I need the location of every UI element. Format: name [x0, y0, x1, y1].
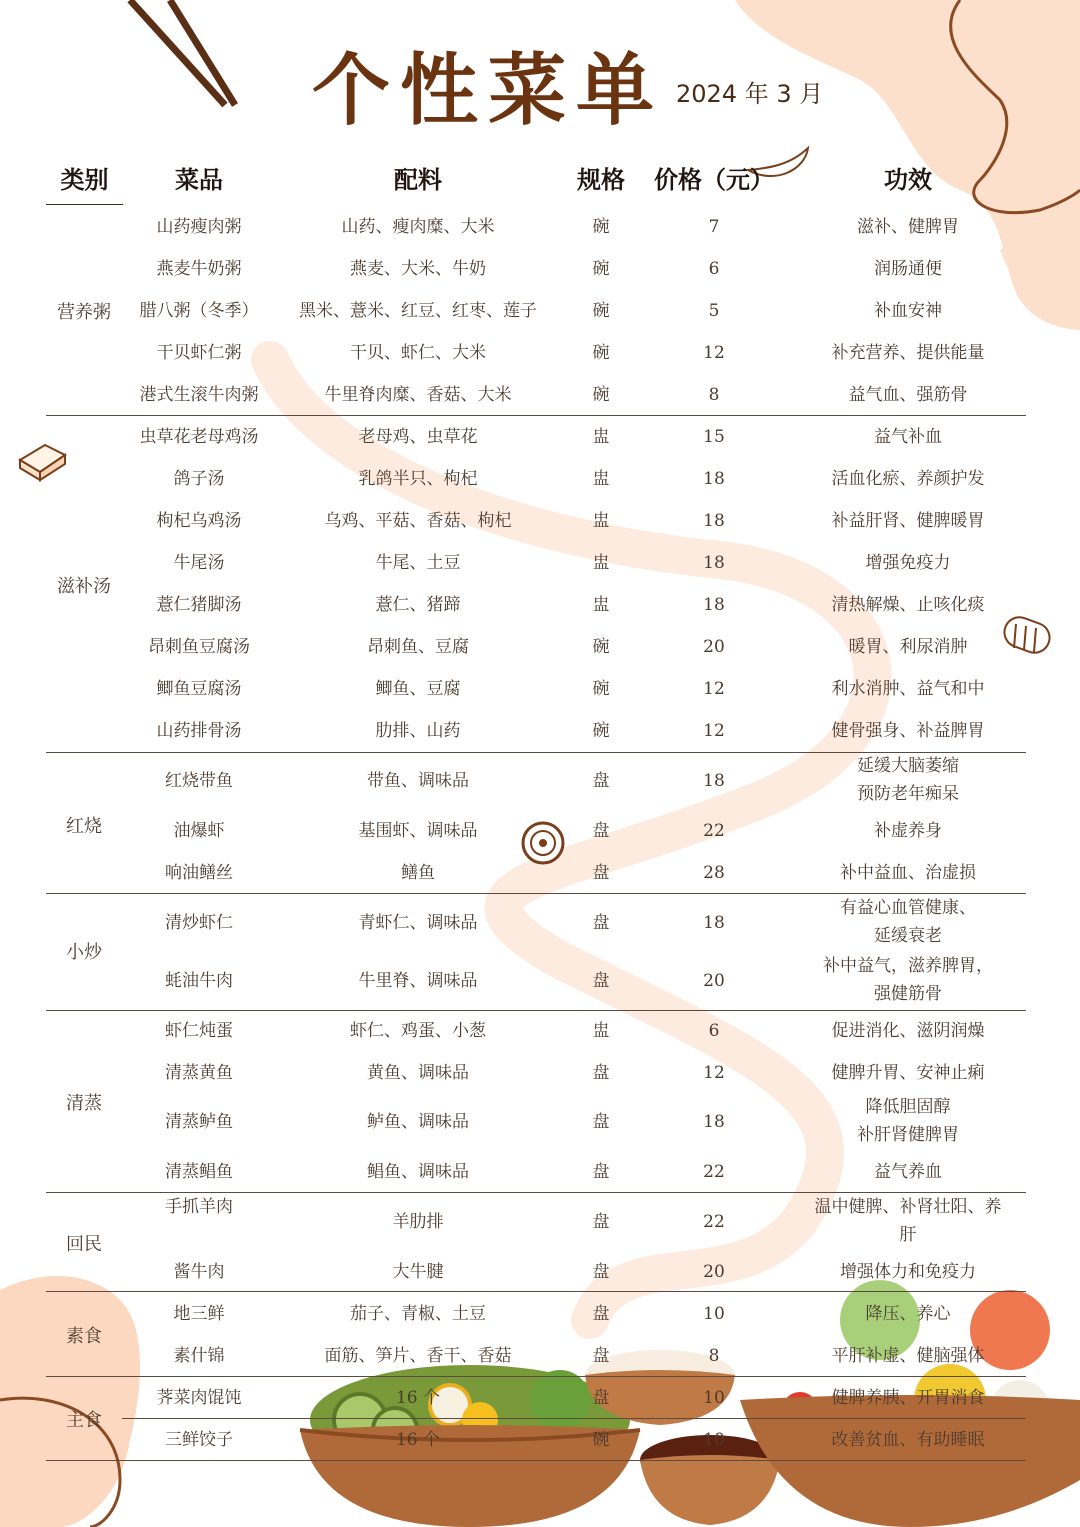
ingredients-cell: 黑米、薏米、红豆、红枣、莲子	[299, 301, 537, 321]
price-cell: 22	[703, 1162, 725, 1182]
dish-cell: 昂刺鱼豆腐汤	[148, 637, 250, 657]
category-label: 回民	[66, 1234, 102, 1255]
category-label: 小炒	[66, 942, 102, 963]
effect-cell: 补虚养身	[874, 821, 942, 841]
price-cell: 8	[708, 385, 720, 405]
effect-cell: 益气养血	[874, 1162, 942, 1182]
table-row	[0, 816, 1080, 846]
spec-cell: 碗	[592, 721, 610, 741]
section-divider	[46, 752, 1026, 753]
ingredients-cell: 昂刺鱼、豆腐	[367, 637, 469, 657]
category-label: 滋补汤	[57, 576, 111, 597]
ingredients-cell: 鲫鱼、豆腐	[375, 679, 461, 699]
table-row	[0, 858, 1080, 888]
effect-cell: 补益肝肾、健脾暖胃	[831, 511, 985, 531]
price-cell: 18	[703, 1112, 725, 1132]
header-category: 类别	[60, 166, 109, 194]
effect-cell: 延缓大脑萎缩 预防老年痴呆	[857, 756, 959, 804]
dish-cell: 牛尾汤	[173, 553, 225, 573]
dish-cell: 腊八粥（冬季）	[139, 301, 259, 321]
table-row	[0, 254, 1080, 284]
dish-cell: 响油鳝丝	[165, 863, 233, 883]
spec-cell: 盅	[592, 511, 610, 531]
ingredients-cell: 16 个	[395, 1388, 441, 1408]
header-spec: 规格	[577, 166, 625, 194]
table-row	[0, 1193, 1080, 1251]
ingredients-cell: 鲈鱼、调味品	[367, 1112, 469, 1132]
ingredients-cell: 面筋、笋片、香干、香菇	[324, 1346, 512, 1366]
dish-cell: 燕麦牛奶粥	[156, 259, 242, 279]
category-label: 营养粥	[57, 302, 111, 323]
dish-cell: 清炒虾仁	[165, 913, 233, 933]
price-cell: 18	[703, 595, 725, 615]
price-cell: 12	[703, 343, 725, 363]
effect-cell: 补中益气，滋养脾胃， 强健筋骨	[823, 956, 993, 1004]
table-row	[0, 1157, 1080, 1187]
spec-cell: 盘	[592, 1304, 610, 1324]
price-cell: 10	[703, 1430, 725, 1450]
effect-cell: 暖胃、利尿消肿	[848, 637, 968, 657]
price-cell: 15	[703, 427, 725, 447]
spec-cell: 盘	[592, 771, 610, 791]
dish-cell: 虫草花老母鸡汤	[139, 427, 259, 447]
ingredients-cell: 黄鱼、调味品	[367, 1063, 469, 1083]
section-divider	[46, 1460, 1026, 1461]
price-cell: 12	[703, 721, 725, 741]
dish-cell: 荠菜肉馄饨	[156, 1388, 242, 1408]
table-row	[0, 894, 1080, 952]
dish-cell: 薏仁猪脚汤	[156, 595, 242, 615]
table-row	[0, 212, 1080, 242]
table-row	[0, 506, 1080, 536]
header-effect: 功效	[884, 166, 932, 194]
effect-cell: 补充营养、提供能量	[831, 343, 985, 363]
spec-cell: 盘	[592, 913, 610, 933]
effect-cell: 健骨强身、补益脾胃	[831, 721, 985, 741]
spec-cell: 碗	[592, 343, 610, 363]
effect-cell: 润肠通便	[874, 259, 942, 279]
effect-cell: 平肝补虚、健脑强体	[831, 1346, 985, 1366]
effect-cell: 利水消肿、益气和中	[831, 679, 985, 699]
table-row	[0, 548, 1080, 578]
section-divider	[46, 1291, 1026, 1292]
header-underline	[46, 204, 123, 205]
dish-cell: 虾仁炖蛋	[165, 1021, 233, 1041]
ingredients-cell: 大牛腱	[392, 1262, 444, 1282]
ingredients-cell: 薏仁、猪蹄	[375, 595, 461, 615]
price-cell: 8	[708, 1346, 720, 1366]
ingredients-cell: 牛尾、土豆	[375, 553, 461, 573]
spec-cell: 盘	[592, 1212, 610, 1232]
dish-cell: 油爆虾	[173, 821, 225, 841]
ingredients-cell: 基围虾、调味品	[358, 821, 478, 841]
ingredients-cell: 肋排、山药	[375, 721, 461, 741]
category-label: 素食	[66, 1326, 102, 1347]
spec-cell: 碗	[592, 679, 610, 699]
menu-date: 2024 年 3 月	[676, 80, 824, 108]
ingredients-cell: 羊肋排	[392, 1212, 444, 1232]
section-divider	[46, 1376, 1026, 1377]
table-row	[0, 1425, 1080, 1455]
spec-cell: 盘	[592, 971, 610, 991]
ingredients-cell: 燕麦、大米、牛奶	[350, 259, 486, 279]
effect-cell: 增强体力和免疫力	[840, 1262, 976, 1282]
page-title: 个性菜单	[312, 45, 665, 136]
table-row	[0, 1058, 1080, 1088]
table-row	[0, 716, 1080, 746]
category-label: 主食	[66, 1410, 102, 1431]
table-header	[0, 160, 1080, 200]
price-cell: 12	[703, 679, 725, 699]
table-row	[0, 674, 1080, 704]
effect-cell: 降压、养心	[865, 1304, 951, 1324]
spec-cell: 碗	[592, 637, 610, 657]
effect-cell: 补血安神	[874, 301, 942, 321]
table-row	[0, 422, 1080, 452]
dish-cell: 清蒸鲳鱼	[165, 1162, 233, 1182]
price-cell: 20	[703, 971, 725, 991]
ingredients-cell: 虾仁、鸡蛋、小葱	[350, 1021, 486, 1041]
price-cell: 18	[703, 553, 725, 573]
spec-cell: 盘	[592, 1112, 610, 1132]
spec-cell: 盘	[592, 1063, 610, 1083]
dish-cell: 山药排骨汤	[156, 721, 242, 741]
dish-cell: 酱牛肉	[173, 1262, 225, 1282]
dish-cell: 手抓羊肉	[165, 1197, 233, 1217]
ingredients-cell: 鳝鱼	[401, 863, 435, 883]
effect-cell: 益气补血	[874, 427, 942, 447]
section-divider	[46, 415, 1026, 416]
price-cell: 20	[703, 637, 725, 657]
spec-cell: 盅	[592, 469, 610, 489]
category-label: 红烧	[66, 816, 102, 837]
dish-cell: 鸽子汤	[173, 469, 225, 489]
dish-cell: 枸杞乌鸡汤	[156, 511, 242, 531]
ingredients-cell: 茄子、青椒、土豆	[350, 1304, 486, 1324]
table-row	[0, 1093, 1080, 1151]
ingredients-cell: 牛里脊、调味品	[358, 971, 478, 991]
price-cell: 10	[703, 1388, 725, 1408]
ingredients-cell: 带鱼、调味品	[367, 771, 469, 791]
effect-cell: 降低胆固醇 补肝肾健脾胃	[857, 1097, 959, 1145]
price-cell: 20	[703, 1262, 725, 1282]
effect-cell: 健脾养胰、开胃消食	[831, 1388, 985, 1408]
dish-cell: 清蒸鲈鱼	[165, 1112, 233, 1132]
table-row	[0, 380, 1080, 410]
ingredients-cell: 16 个	[395, 1430, 441, 1450]
table-row	[0, 590, 1080, 620]
section-divider	[46, 1010, 1026, 1011]
effect-cell: 改善贫血、有助睡眠	[831, 1430, 985, 1450]
effect-cell: 活血化瘀、养颜护发	[831, 469, 985, 489]
price-cell: 6	[708, 259, 720, 279]
spec-cell: 盅	[592, 553, 610, 573]
header-price: 价格（元）	[654, 166, 774, 194]
price-cell: 18	[703, 511, 725, 531]
table-row	[0, 1341, 1080, 1371]
dish-cell: 素什锦	[173, 1346, 225, 1366]
price-cell: 18	[703, 771, 725, 791]
ingredients-cell: 青虾仁、调味品	[358, 913, 478, 933]
dish-cell: 鲫鱼豆腐汤	[156, 679, 242, 699]
price-cell: 5	[708, 301, 720, 321]
effect-cell: 滋补、健脾胃	[857, 217, 959, 237]
spec-cell: 碗	[592, 1430, 610, 1450]
spec-cell: 盘	[592, 1346, 610, 1366]
table-row	[0, 1299, 1080, 1329]
ingredients-cell: 干贝、虾仁、大米	[350, 343, 486, 363]
spec-cell: 碗	[592, 385, 610, 405]
table-row	[0, 952, 1080, 1010]
dish-cell: 蚝油牛肉	[165, 971, 233, 991]
table-row	[0, 632, 1080, 662]
header-dish: 菜品	[175, 166, 223, 194]
dish-cell: 清蒸黄鱼	[165, 1063, 233, 1083]
effect-cell: 促进消化、滋阴润燥	[831, 1021, 985, 1041]
table-row	[0, 752, 1080, 810]
effect-cell: 温中健脾、补肾壮阳、养 肝	[814, 1197, 1002, 1245]
dish-cell: 地三鲜	[173, 1304, 225, 1324]
spec-cell: 盅	[592, 1021, 610, 1041]
effect-cell: 健脾升胃、安神止痢	[831, 1063, 985, 1083]
ingredients-cell: 牛里脊肉糜、香菇、大米	[324, 385, 512, 405]
spec-cell: 盘	[592, 863, 610, 883]
dish-cell: 三鲜饺子	[165, 1430, 233, 1450]
price-cell: 28	[703, 863, 725, 883]
price-cell: 22	[703, 1212, 725, 1232]
spec-cell: 碗	[592, 301, 610, 321]
table-row	[0, 464, 1080, 494]
table-row	[0, 1016, 1080, 1046]
dish-cell: 干贝虾仁粥	[156, 343, 242, 363]
category-label: 清蒸	[66, 1093, 102, 1114]
price-cell: 12	[703, 1063, 725, 1083]
spec-cell: 盘	[592, 1262, 610, 1282]
chopsticks-icon	[130, 0, 235, 105]
spec-cell: 盅	[592, 595, 610, 615]
spec-cell: 盘	[592, 1388, 610, 1408]
price-cell: 22	[703, 821, 725, 841]
spec-cell: 盅	[592, 427, 610, 447]
dish-cell: 红烧带鱼	[165, 771, 233, 791]
spec-cell: 盘	[592, 821, 610, 841]
price-cell: 7	[708, 217, 720, 237]
spec-cell: 碗	[592, 259, 610, 279]
table-row	[0, 1383, 1080, 1413]
price-cell: 18	[703, 913, 725, 933]
effect-cell: 益气血、强筋骨	[848, 385, 968, 405]
table-row	[0, 296, 1080, 326]
effect-cell: 清热解燥、止咳化痰	[831, 595, 985, 615]
dish-cell: 港式生滚牛肉粥	[139, 385, 259, 405]
ingredients-cell: 老母鸡、虫草花	[358, 427, 478, 447]
section-divider	[122, 1418, 1026, 1419]
effect-cell: 有益心血管健康、 延缓衰老	[840, 898, 976, 946]
effect-cell: 补中益血、治虚损	[840, 863, 976, 883]
spec-cell: 碗	[592, 217, 610, 237]
price-cell: 10	[703, 1304, 725, 1324]
table-row	[0, 338, 1080, 368]
effect-cell: 增强免疫力	[865, 553, 951, 573]
ingredients-cell: 山药、瘦肉糜、大米	[341, 217, 495, 237]
price-cell: 18	[703, 469, 725, 489]
section-divider	[46, 893, 1026, 894]
dish-cell: 山药瘦肉粥	[156, 217, 242, 237]
spec-cell: 盘	[592, 1162, 610, 1182]
ingredients-cell: 鲳鱼、调味品	[367, 1162, 469, 1182]
header-ingredients: 配料	[394, 166, 442, 194]
table-row	[0, 1257, 1080, 1287]
price-cell: 6	[708, 1021, 720, 1041]
section-divider	[46, 1192, 1026, 1193]
ingredients-cell: 乳鸽半只、枸杞	[358, 469, 478, 489]
ingredients-cell: 乌鸡、平菇、香菇、枸杞	[324, 511, 512, 531]
